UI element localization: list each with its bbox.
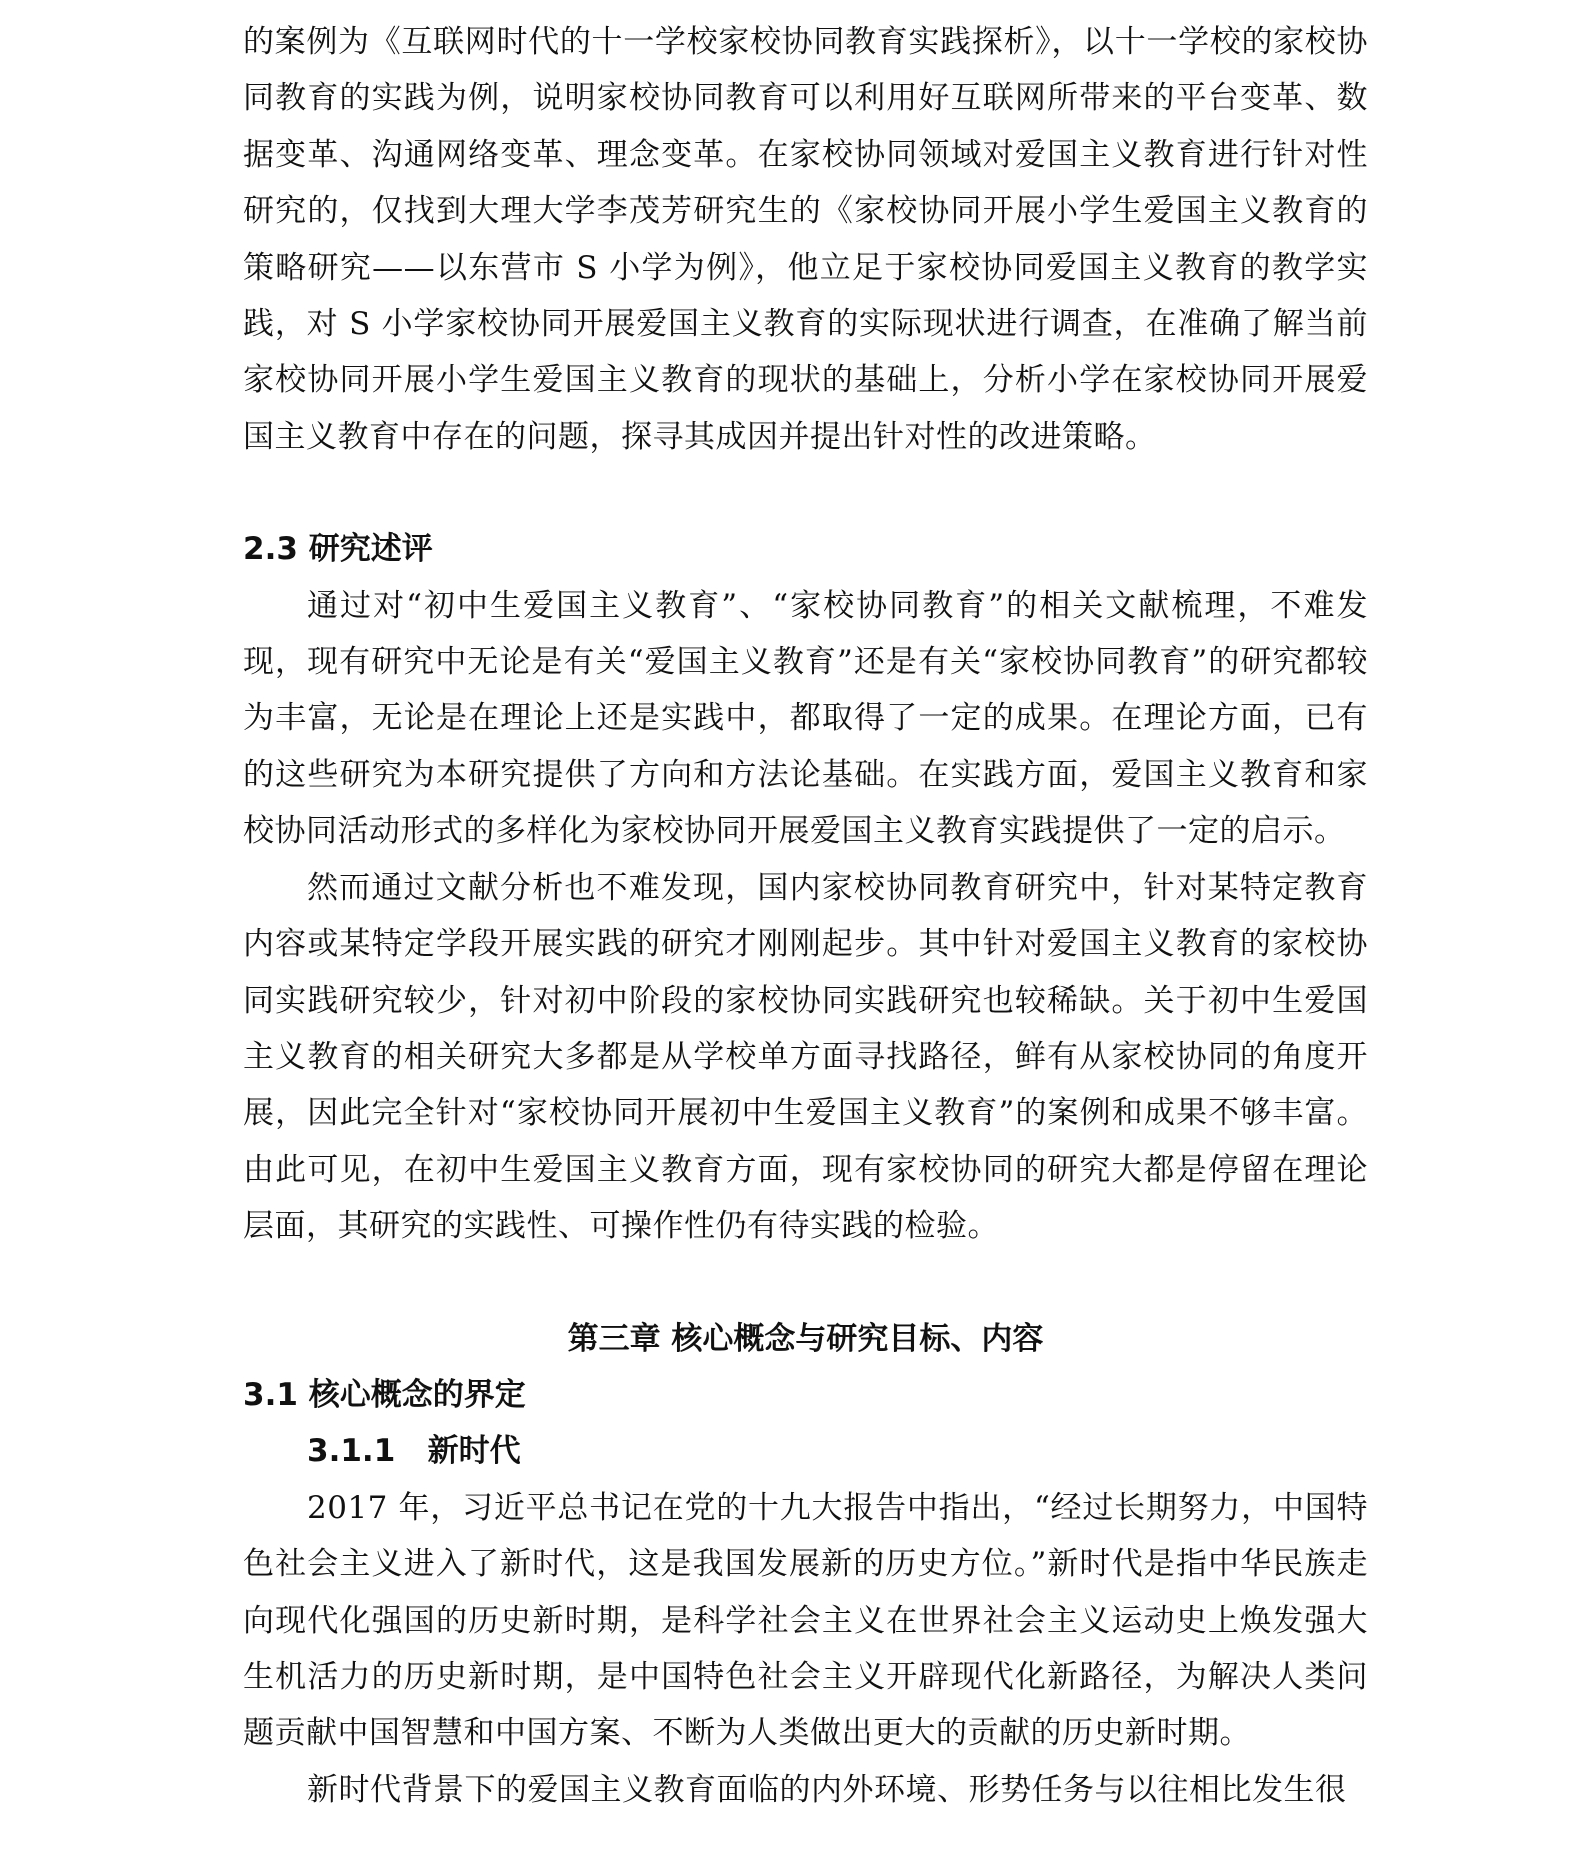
section-heading-3-1: 3.1 核心概念的界定: [243, 1376, 526, 1413]
body-paragraph-review-1: 通过对“初中生爱国主义教育”、“家校协同教育”的相关文献梳理，不难发现，现有研究中无论是有关“爱国主义教育”还是有关“家校协同教育”的研究都较为丰富，无论是在理论上还是实践中，都取得了一定的成果。在理论方面，已有的这些研究为本研究提供了方向和方法论基础。在实践方面，爱国主义教育和家校协同活动形式的多样化为家校协同开展爱国主义教育实践提供了一定的启示。: [243, 587, 1368, 850]
body-paragraph-prior-cases: 的案例为《互联网时代的十一学校家校协同教育实践探析》，以十一学校的家校协同教育的实践为例，说明家校协同教育可以利用好互联网所带来的平台变革、数据变革、沟通网络变革、理念变革。在家校协同领域对爱国主义教育进行针对性研究的，仅找到大理大学李茂芳研究生的《家校协同开展小学生爱国主义教育的策略研究——以东营市 S 小学为例》，他立足于家校协同爱国主义教育的教学实践，对 S 小学家校协同开展爱国主义教育的实际现状进行调查，在准确了解当前家校协同开展小学生爱国主义教育的现状的基础上，分析小学在家校协同开展爱国主义教育中存在的问题，探寻其成因并提出针对性的改进策略。: [243, 24, 1368, 455]
chapter-title: 第三章 核心概念与研究目标、内容: [567, 1320, 1044, 1357]
document-page: [243, 14, 1368, 1818]
body-paragraph-new-era-2: 新时代背景下的爱国主义教育面临的内外环境、形势任务与以往相比发生很: [307, 1771, 1347, 1808]
section-heading-2-3: 2.3 研究述评: [243, 531, 433, 568]
chapter-spacer: [243, 1255, 1368, 1311]
section-spacer: [243, 465, 1368, 521]
body-paragraph-review-2: 然而通过文献分析也不难发现，国内家校协同教育研究中，针对某特定教育内容或某特定学段开展实践的研究才刚刚起步。其中针对爱国主义教育的家校协同实践研究较少，针对初中阶段的家校协同实践研究也较稀缺。关于初中生爱国主义教育的相关研究大多都是从学校单方面寻找路径，鲜有从家校协同的角度开展，因此完全针对“家校协同开展初中生爱国主义教育”的案例和成果不够丰富。由此可见，在初中生爱国主义教育方面，现有家校协同的研究大都是停留在理论层面，其研究的实践性、可操作性仍有待实践的检验。: [243, 869, 1368, 1245]
subsection-heading-3-1-1: 3.1.1 新时代: [307, 1433, 521, 1470]
body-paragraph-new-era-1: 2017 年，习近平总书记在党的十九大报告中指出，“经过长期努力，中国特色社会主义进入了新时代，这是我国发展新的历史方位。”新时代是指中华民族走向现代化强国的历史新时期，是科学社会主义在世界社会主义运动史上焕发强大生机活力的历史新时期，是中国特色社会主义开辟现代化新路径，为解决人类问题贡献中国智慧和中国方案、不断为人类做出更大的贡献的历史新时期。: [243, 1489, 1368, 1752]
